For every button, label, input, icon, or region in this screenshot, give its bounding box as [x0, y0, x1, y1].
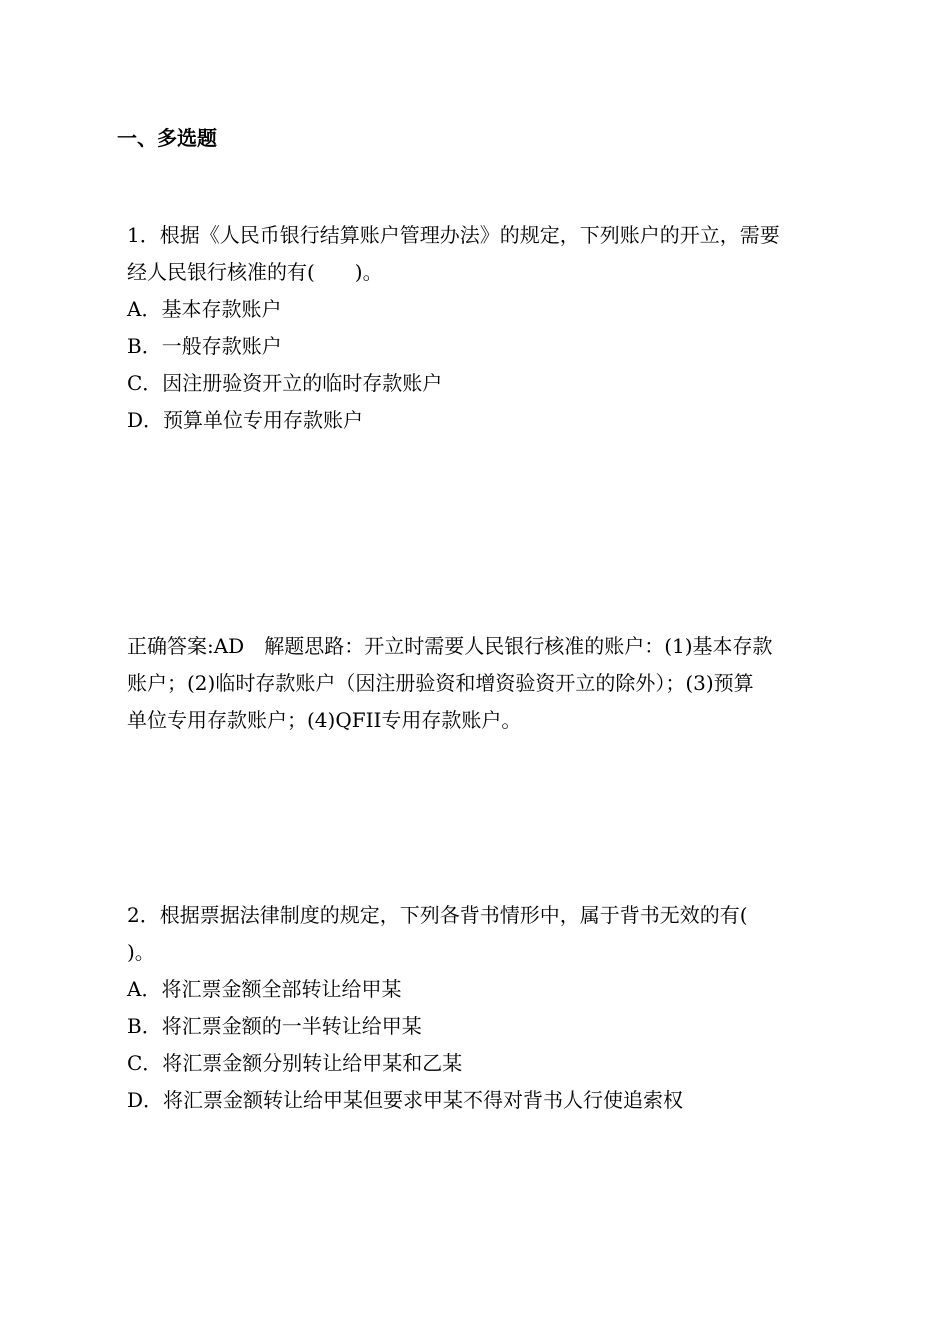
question-1-option-c: C．因注册验资开立的临时存款账户 — [127, 371, 443, 395]
answer-1-line-2: 账户；(2)临时存款账户（因注册验资和增资验资开立的除外）；(3)预算 — [127, 671, 754, 695]
question-1-option-b: B．一般存款账户 — [127, 334, 282, 358]
question-1 — [127, 217, 847, 439]
question-2-option-d: D．将汇票金额转让给甲某但要求甲某不得对背书人行使追索权 — [127, 1088, 684, 1112]
answer-1 — [127, 628, 847, 739]
question-1-option-d: D．预算单位专用存款账户 — [127, 408, 364, 432]
question-2-option-b: B．将汇票金额的一半转让给甲某 — [127, 1014, 422, 1038]
question-2-stem-line-1: 2．根据票据法律制度的规定，下列各背书情形中，属于背书无效的有( — [127, 903, 748, 927]
question-2-stem-line-2: )。 — [127, 940, 155, 964]
question-2-option-a: A．将汇票金额全部转让给甲某 — [127, 977, 402, 1001]
question-1-stem-line-1: 1．根据《人民币银行结算账户管理办法》的规定，下列账户的开立，需要 — [127, 223, 780, 247]
answer-1-line-1: 正确答案:AD 解题思路：开立时需要人民银行核准的账户：(1)基本存款 — [127, 634, 773, 658]
question-1-option-a: A．基本存款账户 — [127, 297, 282, 321]
section-title: 一、多选题 — [117, 126, 217, 150]
question-2-option-c: C．将汇票金额分别转让给甲某和乙某 — [127, 1051, 463, 1075]
answer-1-line-3: 单位专用存款账户；(4)QFII专用存款账户。 — [127, 708, 522, 732]
question-1-stem-line-2: 经人民银行核准的有( )。 — [127, 260, 383, 284]
question-2 — [127, 897, 847, 1119]
